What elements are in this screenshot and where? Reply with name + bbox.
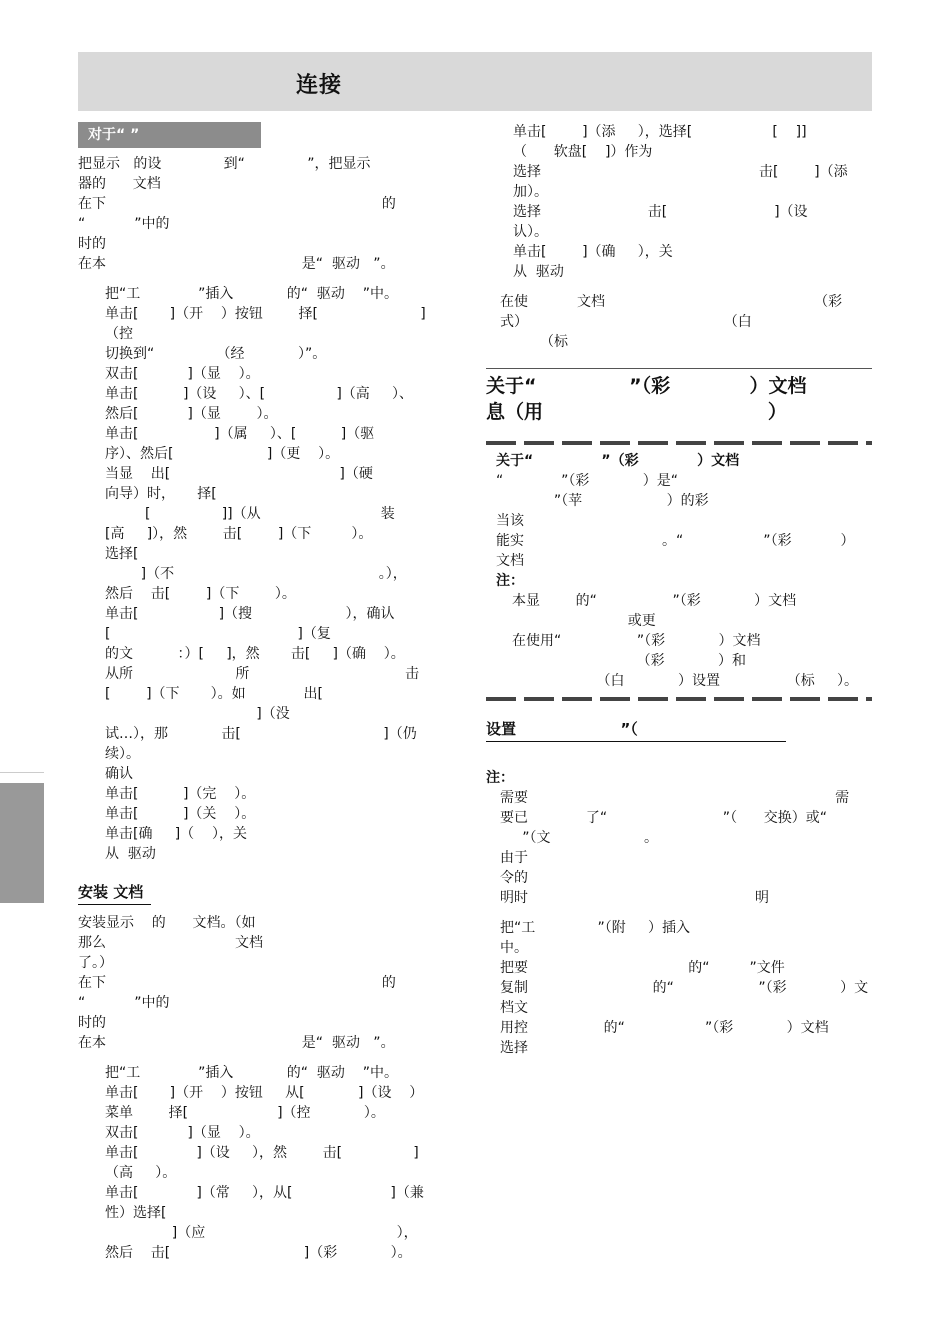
setup-note-list: [486, 788, 872, 908]
step-line: 选择 击[ ]（添: [513, 164, 848, 180]
step-line: 从 驱动: [513, 264, 564, 280]
text-line: （标: [500, 334, 569, 350]
title-line: 息（用 ）: [486, 401, 787, 423]
box-note-list: [496, 591, 872, 691]
step-line: [ ]（复: [105, 626, 331, 642]
step-line: 从 驱动: [105, 846, 156, 862]
text-line: 器的 文档: [78, 176, 161, 192]
step-line: （ 软盘[ ]）作为: [513, 144, 653, 160]
step-line: 单击[ ]（添 ），选择[ [ ]]: [513, 124, 807, 140]
text-line: ”（苹 ）的彩: [496, 493, 709, 509]
text-line: 当该: [496, 513, 524, 529]
text-line: 由于: [500, 850, 528, 866]
step-line: 序）、然后[ ]（更 ）。: [105, 446, 340, 462]
text-line: 安装显示 的 文档。（如: [78, 915, 256, 931]
step-line: 向导）时， 择[: [105, 486, 217, 502]
step-line: （高 ）。: [105, 1165, 177, 1181]
steps-list-2: [78, 1063, 463, 1263]
text-line: 式） （白: [500, 314, 752, 330]
step-line: 单击[ ]（设 ），然 击[ ]: [105, 1145, 419, 1161]
step-line: 把“工 ”插入 的“ 驱动 ”中。: [105, 1065, 398, 1081]
text-line: 了。）: [78, 955, 113, 971]
step-line: 单击[ ]（完 ）。: [105, 786, 256, 802]
note-label: 注：: [496, 573, 524, 589]
step-line: [ ]（下 ）。如 出[: [105, 686, 323, 702]
section-heading-install: 安装 文档: [78, 880, 151, 905]
step-line: 单击[ ]（设 ）、[ ]（高 ）、: [105, 386, 414, 402]
step-line: 续）。: [105, 746, 140, 762]
step-line: 加）。: [513, 184, 548, 200]
steps-list-1: [78, 284, 463, 864]
step-line: 档文: [500, 1000, 528, 1016]
dashed-box-bottom: [486, 697, 872, 701]
title-line: 关于“ ”（彩 ）文档: [486, 375, 807, 397]
text-line: 能实 。“ ”（彩 ）: [496, 533, 855, 549]
text-line: ”（文 。: [500, 830, 658, 846]
page-header-bar: [78, 52, 872, 111]
step-line: 然后 击[ ]（下 ）。: [105, 586, 296, 602]
text-line: 令的: [500, 870, 528, 886]
note-label: 注：: [486, 770, 514, 786]
text-line: 或更: [512, 613, 656, 629]
step-line: 当显 出[ ]（硬: [105, 466, 373, 482]
step-line: 然后 击[ ]（彩 ）。: [105, 1245, 412, 1261]
text-line: 在下 的: [78, 975, 396, 991]
section-title-color-profile: [486, 373, 872, 425]
side-index-tab: [0, 783, 44, 903]
text-line: 需要 需: [500, 790, 850, 806]
step-line: 单击[ ]（搜 ），确认: [105, 606, 395, 622]
step-line: 把“工 ”（附 ）插入: [500, 920, 691, 936]
step-line: 双击[ ]（显 ）。: [105, 1125, 260, 1141]
step-line: 复制 的“ ”（彩 ）文: [500, 980, 869, 996]
right-column: [486, 122, 872, 1058]
step-line: 双击[ ]（显 ）。: [105, 366, 260, 382]
step-line: 试…），那 击[ ]（仍: [105, 726, 417, 742]
install-intro-paragraph: [78, 913, 463, 1053]
page-title: 连接: [296, 73, 343, 98]
step-line: 单击[ ]（属 ）、[ ]（驱: [105, 426, 375, 442]
step-line: 性）选择[: [105, 1205, 167, 1221]
step-line: ]（没: [105, 706, 290, 722]
info-box: [486, 451, 872, 691]
step-line: [ ]]（从 装: [105, 506, 395, 522]
step-line: 选择: [500, 1040, 528, 1056]
step-line: 认）。: [513, 224, 548, 240]
text-line: （彩 ）和: [512, 653, 747, 669]
continued-steps: [486, 122, 872, 282]
text-line: 要已 了“ ”（ 交换）或“: [500, 810, 828, 826]
text-line: “ ”（彩 ）是“: [496, 473, 679, 489]
text-line: 在下 的: [78, 196, 396, 212]
step-line: [高 ]），然 击[ ]（下 ）。: [105, 526, 373, 542]
step-line: 中。: [500, 940, 528, 956]
steps-list-3: [486, 918, 872, 1058]
section-rule: [486, 368, 872, 369]
text-line: 时的: [78, 1015, 106, 1031]
step-line: 单击[ ]（常 ），从[ ]（兼: [105, 1185, 424, 1201]
step-line: 单击[ ]（开 ）按钮 从[ ]（设 ）: [105, 1085, 424, 1101]
step-line: 把要 的“ ”文件: [500, 960, 785, 976]
text-line: （白 ）设置 （标 ）。: [512, 673, 858, 689]
text-line: 在本 是“ 驱动 ”。: [78, 256, 395, 272]
section-heading-setup: 设置 ”（: [486, 720, 638, 738]
dashed-box-top: [486, 441, 872, 445]
step-line: 单击[ ]（确 ），关: [513, 244, 673, 260]
step-line: 切换到“ （经 ）”。: [105, 346, 327, 362]
left-column: [78, 122, 463, 1263]
info-box-title: 关于“ ”（彩 ）文档: [496, 453, 740, 469]
step-line: ]（不 。），: [105, 566, 407, 582]
step-line: （控: [105, 326, 133, 342]
step-line: ]（应 ），: [105, 1225, 418, 1241]
step-line: 菜单 择[ ]（控 ）。: [105, 1105, 385, 1121]
text-line: “ ”中的: [78, 995, 170, 1011]
intro-paragraph: [78, 154, 463, 274]
text-line: 在本 是“ 驱动 ”。: [78, 1035, 395, 1051]
step-line: 单击[确 ]（ ），关: [105, 826, 247, 842]
text-line: 时的: [78, 236, 106, 252]
text-line: 那么 文档: [78, 935, 264, 951]
step-line: 单击[ ]（关 ）。: [105, 806, 256, 822]
text-line: 文档: [496, 553, 524, 569]
step-line: 的文 ：）[ ]，然 击[ ]（确 ）。: [105, 646, 405, 662]
step-line: 单击[ ]（开 ）按钮 择[ ]: [105, 306, 426, 322]
usage-note-paragraph: [486, 292, 872, 352]
step-line: 选择 击[ ]（设: [513, 204, 808, 220]
text-line: 把显示 的设 到“ ”，把显示: [78, 156, 371, 172]
step-line: 从所 所 击: [105, 666, 420, 682]
text-line: 明时 明: [500, 890, 769, 906]
step-line: 用控 的“ ”（彩 ）文档: [500, 1020, 829, 1036]
text-line: 在使用“ ”（彩 ）文档: [512, 633, 761, 649]
text-line: “ ”中的: [78, 216, 170, 232]
step-line: 选择[: [105, 546, 139, 562]
step-line: 把“工 ”插入 的“ 驱动 ”中。: [105, 286, 398, 302]
section-heading-about: 对于“ ”: [78, 122, 261, 148]
step-line: 然后[ ]（显 ）。: [105, 406, 278, 422]
text-line: 本显 的“ ”（彩 ）文档: [512, 593, 797, 609]
text-line: 在使 文档 （彩: [500, 294, 843, 310]
side-tab-divider: [0, 772, 44, 773]
step-line: 确认: [105, 766, 133, 782]
